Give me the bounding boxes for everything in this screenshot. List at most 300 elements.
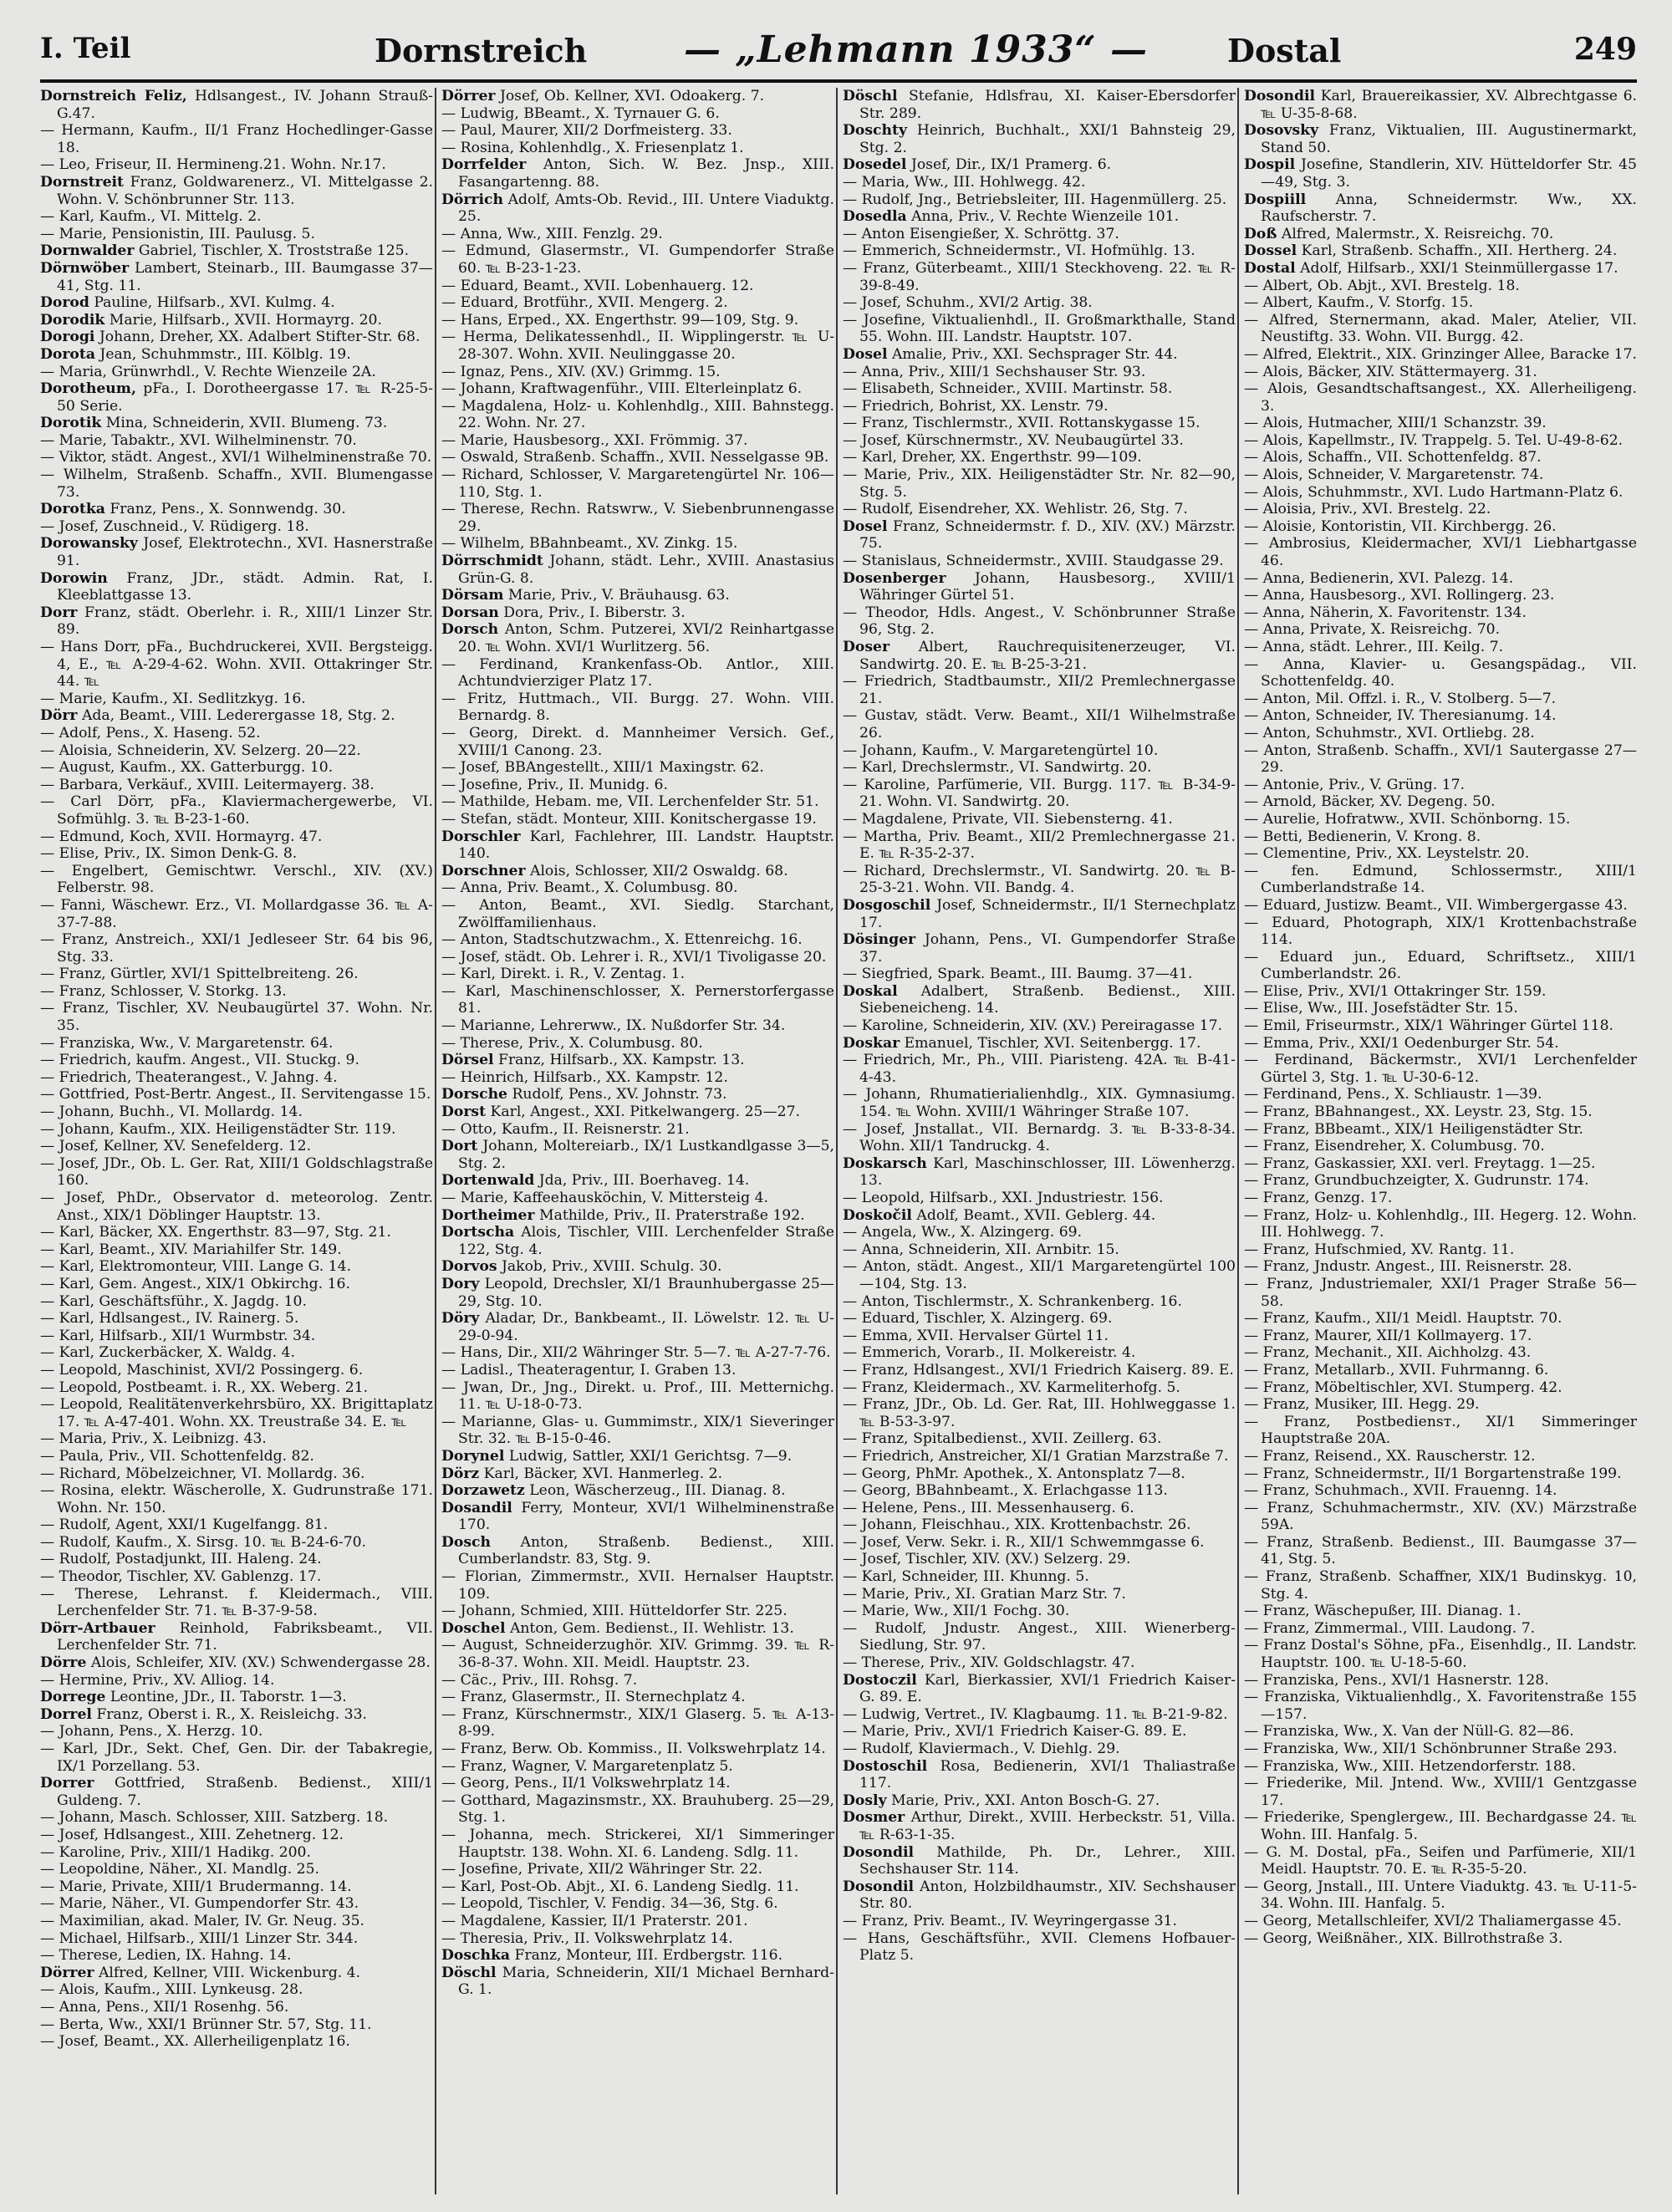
entry-details: — Antonie, Priv., V. Grüng. 17.	[1244, 776, 1466, 793]
directory-entry	[1244, 242, 1637, 260]
directory-entry	[843, 759, 1236, 777]
entry-details: — Jwan, Dr., Jng., Direkt. u. Prof., III. Metternichg. 11. ℡ U-18-0-73.	[441, 1379, 834, 1414]
directory-entry	[843, 449, 1236, 466]
directory-entry	[843, 518, 1236, 553]
entry-surname: Dörnwöber	[40, 259, 130, 277]
directory-entry	[441, 1930, 834, 1948]
entry-details: Gottfried, Straßenb. Bedienst., XIII/1 Guldeng. 7.	[57, 1775, 433, 1809]
directory-entry	[40, 1344, 433, 1362]
directory-entry	[441, 432, 834, 450]
entry-details: Anton, Holzbildhaumstr., XIV. Sechshauser Str. 80.	[859, 1878, 1236, 1913]
directory-entry	[441, 1344, 834, 1362]
directory-entry	[40, 759, 433, 777]
entry-details: Josef, Schneidermstr., II/1 Sternechplatz 17.	[859, 896, 1236, 931]
page-header	[40, 28, 1637, 82]
directory-entry	[441, 1706, 834, 1741]
entry-details: — Theresia, Priv., II. Volkswehrplatz 14.	[441, 1929, 733, 1947]
directory-entry	[441, 1603, 834, 1620]
directory-entry	[1244, 380, 1637, 415]
entry-details: Amalie, Priv., XXI. Sechsprager Str. 44.	[887, 345, 1178, 363]
directory-entry	[1244, 1155, 1637, 1173]
entry-details: Josef, Elektrotechn., XVI. Hasnerstraße 91.	[57, 535, 433, 570]
entry-details: — Aloisia, Priv., XVI. Brestelg. 22.	[1244, 501, 1491, 518]
directory-entry	[40, 1448, 433, 1465]
directory-entry	[843, 1706, 1236, 1724]
directory-entry	[40, 329, 433, 346]
entry-details: — Anton, Tischlermstr., X. Schrankenberg. 16.	[843, 1292, 1182, 1310]
directory-entry	[1244, 415, 1637, 432]
entry-details: — Franziska, Ww., V. Margaretenstr. 64.	[40, 1034, 334, 1052]
directory-entry	[843, 639, 1236, 673]
directory-entry	[441, 1258, 834, 1276]
directory-entry	[441, 535, 834, 553]
entry-details: — Elisabeth, Schneider., XVIII. Martinstr. 58.	[843, 380, 1173, 398]
directory-entry	[1244, 1448, 1637, 1465]
directory-entry	[40, 242, 433, 260]
entry-details: — Clementine, Priv., XX. Leystelstr. 20.	[1244, 845, 1530, 863]
entry-surname: Dornstreich Feliz,	[40, 88, 187, 104]
directory-entry	[40, 1706, 433, 1724]
entry-details: — Franz, Musiker, III. Hegg. 29.	[1244, 1396, 1480, 1414]
entry-details: — Maria, Priv., X. Leibnizg. 43.	[40, 1430, 267, 1448]
entry-details: — Anna, Schneiderin, XII. Arnbitr. 15.	[843, 1241, 1119, 1258]
entry-details: — Emmerich, Schneidermstr., VI. Hofmühlg. 13.	[843, 242, 1195, 260]
directory-entry	[1244, 691, 1637, 708]
directory-entry	[441, 278, 834, 295]
entry-details: — Rudolf, Jng., Betriebsleiter, III. Hagenmüllerg. 25.	[843, 191, 1227, 208]
directory-entry	[1244, 1482, 1637, 1500]
directory-entry	[843, 777, 1236, 811]
directory-entry	[40, 260, 433, 294]
entry-details: — Friederike, Spenglergew., III. Bechardgasse 24. ℡ Wohn. III. Hanfalg. 5.	[1244, 1809, 1637, 1843]
last-keyword: Dostal	[1227, 32, 1342, 69]
entry-details: — Franz, Metallarb., XVII. Fuhrmanng. 6.	[1244, 1361, 1549, 1379]
directory-entry	[1244, 604, 1637, 622]
entry-details: — Elise, Priv., XVI/1 Ottakringer Str. 159.	[1244, 982, 1547, 1000]
directory-entry	[441, 931, 834, 949]
directory-entry	[843, 1551, 1236, 1568]
entry-surname: Dortheimer	[441, 1206, 535, 1224]
directory-entry	[843, 1603, 1236, 1620]
entry-details: — Aurelie, Hofratww., XVII. Schönborng. 15.	[1244, 810, 1571, 828]
entry-surname: Dörrer	[40, 1964, 94, 1981]
entry-details: Franz, Monteur, III. Erdbergstr. 116.	[510, 1947, 783, 1965]
directory-entry	[1244, 1207, 1637, 1241]
entry-details: — Heinrich, Hilfsarb., XX. Kampstr. 12.	[441, 1068, 728, 1086]
entry-details: Johann, städt. Lehr., XVIII. Anastasius Grün-G. 8.	[458, 553, 834, 587]
entry-details: Karl, Fachlehrer, III. Landstr. Hauptstr. 140.	[458, 828, 834, 863]
entry-details: Franz, Oberst i. R., X. Reisleichg. 33.	[91, 1705, 367, 1723]
directory-entry	[40, 1516, 433, 1534]
directory-entry	[843, 570, 1236, 604]
entry-details: — Josef, Hdlsangest., XIII. Zehetnerg. 12.	[40, 1826, 344, 1843]
entry-details: — Josef, Verw. Sekr. i. R., XII/1 Schwemmgasse 6.	[843, 1533, 1205, 1551]
entry-details: Adolf, Beamt., XVII. Geblerg. 44.	[911, 1206, 1156, 1224]
entry-details: — Maximilian, akad. Maler, IV. Gr. Neug. 35.	[40, 1912, 364, 1929]
entry-details: — Franz, Kürschnermstr., XIX/1 Glaserg. 5. ℡ A-13-8-99.	[441, 1705, 834, 1741]
entry-details: — Franz, Hufschmied, XV. Rantg. 11.	[1244, 1241, 1515, 1258]
directory-entry	[441, 897, 834, 931]
entry-details: — Karoline, Priv., XIII/1 Hadikg. 200.	[40, 1843, 311, 1861]
entry-details: — Ferdinand, Pens., X. Schliaustr. 1—39.	[1244, 1086, 1542, 1103]
directory-entry	[843, 174, 1236, 191]
entry-details: — Helene, Pens., III. Messenhauserg. 6.	[843, 1499, 1134, 1516]
directory-entry	[441, 828, 834, 863]
directory-entry	[1244, 1809, 1637, 1843]
entry-surname: Dosmer	[843, 1809, 905, 1827]
entry-details: — Leopoldine, Näher., XI. Mandlg. 25.	[40, 1861, 319, 1878]
directory-entry	[1244, 1310, 1637, 1328]
entry-surname: Dorr	[40, 604, 78, 621]
directory-entry	[40, 931, 433, 966]
entry-details: — Franz, Reisend., XX. Rauscherstr. 12.	[1244, 1447, 1536, 1465]
entry-details: — Leopold, Hilfsarb., XXI. Jndustriestr. 156.	[843, 1190, 1164, 1206]
directory-entry	[40, 1654, 433, 1672]
directory-entry	[843, 208, 1236, 226]
entry-details: Johann, Pens., VI. Gumpendorfer Straße 37.	[859, 931, 1236, 966]
entry-surname: Dorschner	[441, 862, 526, 879]
directory-entry	[40, 966, 433, 983]
entry-details: Josefine, Standlerin, XIV. Hütteldorfer Str. 45—49, Stg. 3.	[1261, 156, 1637, 191]
entry-details: — Rudolf, Klaviermach., V. Diehlg. 29.	[843, 1741, 1120, 1757]
directory-entry	[843, 1930, 1236, 1965]
entry-surname: Dorsche	[441, 1086, 507, 1103]
entry-details: — Franz, Maurer, XII/1 Kollmayerg. 17.	[1244, 1327, 1532, 1344]
entry-details: — Eduard, Photograph, XIX/1 Krottenbachstraße 114.	[1244, 914, 1637, 949]
entry-details: — Otto, Kaufm., II. Reisnerstr. 21.	[441, 1120, 690, 1138]
directory-entry	[441, 466, 834, 501]
directory-entry	[1244, 484, 1637, 502]
entry-details: — Marie, Private, XIII/1 Brudermanng. 14.	[40, 1878, 352, 1895]
entry-details: Franz, Pens., X. Sonnwendg. 30.	[104, 501, 346, 518]
directory-entry	[40, 1620, 433, 1654]
entry-details: — Franz, Schlosser, V. Storkg. 13.	[40, 982, 287, 1000]
entry-details: — Eduard, Beamt., XVII. Lobenhauerg. 12.	[441, 277, 754, 294]
entry-surname: Dorogi	[40, 329, 95, 346]
entry-surname: Dörrer	[441, 88, 496, 104]
entry-details: — Franz, Schuhmach., XVII. Frauenng. 14.	[1244, 1482, 1557, 1500]
directory-entry	[1244, 1000, 1637, 1017]
directory-entry	[441, 793, 834, 811]
entry-details: — Elise, Priv., IX. Simon Denk-G. 8.	[40, 845, 298, 863]
entry-details: — Anna, städt. Lehrer., III. Keilg. 7.	[1244, 639, 1504, 655]
entry-details: — Anna, Hausbesorg., XVI. Rollingerg. 23.	[1244, 587, 1555, 604]
directory-entry	[843, 1516, 1236, 1534]
entry-details: Rosa, Bedienerin, XVI/1 Thaliastraße 117.	[859, 1757, 1236, 1792]
entry-details: — Friedrich, Bohrist, XX. Lenstr. 79.	[843, 397, 1109, 415]
entry-details: Arthur, Direkt., XVIII. Herbeckstr. 51, Villa. ℡ R-63-1-35.	[859, 1809, 1236, 1843]
column-1	[40, 88, 433, 2199]
directory-entry	[843, 1620, 1236, 1654]
directory-entry	[843, 1844, 1236, 1878]
directory-entry	[40, 1052, 433, 1069]
entry-details: — Franz, Priv. Beamt., IV. Weyringergasse 31.	[843, 1912, 1177, 1929]
directory-entry	[1244, 793, 1637, 811]
directory-entry	[1244, 587, 1637, 604]
entry-details: — Josef, Jnstallat., VII. Bernardg. 3. ℡ B-33-8-34. Wohn. XII/1 Tandruckg. 4.	[843, 1120, 1236, 1155]
entry-surname: Dosondil	[843, 1878, 915, 1895]
directory-entry	[40, 1155, 433, 1190]
entry-details: — Richard, Schlosser, V. Margaretengürtel Nr. 106—110, Stg. 1.	[441, 466, 834, 501]
entry-details: — Josef, städt. Ob. Lehrer i. R., XVI/1 Tivoligasse 20.	[441, 948, 827, 966]
directory-entry	[1244, 1190, 1637, 1207]
directory-entry	[1244, 312, 1637, 346]
entry-details: — Franz, Berw. Ob. Kommiss., II. Volkswehrplatz 14.	[441, 1741, 826, 1757]
directory-entry	[40, 1362, 433, 1379]
directory-entry	[40, 88, 433, 122]
entry-details: — Siegfried, Spark. Beamt., III. Baumg. 37—41.	[843, 966, 1193, 983]
entry-details: — Magdalene, Private, VII. Siebensterng. 41.	[843, 810, 1173, 828]
directory-entry	[843, 1344, 1236, 1362]
entry-details: Mathilde, Priv., II. Praterstraße 192.	[534, 1206, 805, 1224]
entry-details: Albert, Rauchrequisitenerzeuger, VI. Sandwirtg. 20. E. ℡ B-25-3-21.	[859, 639, 1236, 673]
entry-surname: Dort	[441, 1138, 478, 1155]
column-divider	[836, 88, 838, 2194]
directory-entry	[1244, 863, 1637, 897]
entry-details: — Gustav, städt. Verw. Beamt., XII/1 Wilhelmstraße 26.	[843, 707, 1236, 742]
entry-details: — Friedrich, kaufm. Angest., VII. Stuckg. 9.	[40, 1052, 359, 1069]
entry-surname: Dörsam	[441, 587, 504, 604]
directory-entry	[843, 312, 1236, 346]
directory-entry	[441, 1947, 834, 1965]
directory-entry	[1244, 364, 1637, 381]
entry-surname: Dorowin	[40, 569, 108, 587]
entry-surname: Dorotka	[40, 501, 105, 518]
entry-details: — Rudolf, Agent, XXI/1 Kugelfangg. 81.	[40, 1516, 329, 1534]
entry-details: — Josef, Schuhm., XVI/2 Artig. 38.	[843, 294, 1093, 312]
directory-entry	[441, 1465, 834, 1483]
entry-details: — Johann, Schmied, XIII. Hütteldorfer Str. 225.	[441, 1603, 788, 1620]
directory-entry	[1244, 449, 1637, 466]
entry-surname: Doschka	[441, 1947, 511, 1965]
directory-entry	[40, 793, 433, 828]
directory-entry	[1244, 1086, 1637, 1103]
directory-entry	[40, 1086, 433, 1103]
entry-details: — Therese, Rechn. Ratswrw., V. Siebenbrunnengasse 29.	[441, 501, 834, 535]
entry-details: — Gottfried, Post-Bertr. Angest., II. Servitengasse 15.	[40, 1086, 431, 1103]
directory-entry	[1244, 278, 1637, 295]
entry-surname: Dorowansky	[40, 535, 138, 553]
entry-details: — Fritz, Huttmach., VII. Burgg. 27. Wohn. VIII. Bernardg. 8.	[441, 690, 834, 725]
entry-details: Alois, Schleifer, XIV. (XV.) Schwendergasse 28.	[86, 1654, 431, 1672]
directory-entry	[441, 226, 834, 243]
directory-entry	[1244, 1362, 1637, 1379]
directory-entry	[441, 1637, 834, 1671]
entry-details: — Paul, Maurer, XII/2 Dorfmeisterg. 33.	[441, 122, 732, 140]
entry-surname: Dorrer	[40, 1775, 94, 1792]
entry-details: — Johann, Rhumatierialienhdlg., XIX. Gymnasiumg. 154. ℡ Wohn. XVIII/1 Währinger Straße 107.	[843, 1086, 1236, 1121]
entry-details: — Carl Dörr, pFa., Klaviermachergewerbe, VI. Sofmühlg. 3. ℡ B-23-1-60.	[40, 793, 433, 828]
entry-surname: Dörr	[40, 707, 78, 725]
directory-entry	[40, 466, 433, 501]
entry-details: — Friedrich, Anstreicher, XI/1 Gratian Marzstraße 7.	[843, 1447, 1229, 1465]
directory-entry	[40, 415, 433, 432]
directory-entry	[40, 1430, 433, 1448]
directory-entry	[441, 1913, 834, 1930]
page-number: 249	[1573, 32, 1637, 67]
entry-details: — Barbara, Verkäuf., XVIII. Leitermayerg. 38.	[40, 776, 375, 793]
entry-details: — Georg, Jnstall., III. Untere Viaduktg. 43. ℡ U-11-5-34. Wohn. III. Hanfalg. 5.	[1244, 1878, 1637, 1913]
entry-surname: Dorzawetz	[441, 1482, 525, 1500]
entry-details: Emanuel, Tischler, XVI. Seitenbergg. 17.	[900, 1034, 1201, 1052]
entry-details: — Alois, Hutmacher, XIII/1 Schanzstr. 39.	[1244, 415, 1547, 432]
entry-details: — Josef, Beamt., XX. Allerheiligenplatz 16.	[40, 2033, 350, 2051]
entry-details: — Alfred, Elektrit., XIX. Grinzinger Allee, Baracke 17.	[1244, 345, 1637, 363]
entry-details: — Karl, Hilfsarb., XII/1 Wurmbstr. 34.	[40, 1327, 316, 1344]
entry-details: — Georg, Pens., II/1 Volkswehrplatz 14.	[441, 1775, 731, 1792]
directory-entry	[843, 1568, 1236, 1586]
entry-details: — Ambrosius, Kleidermacher, XVI/1 Liebhartgasse 46.	[1244, 535, 1637, 570]
entry-details: — Georg, PhMr. Apothek., X. Antonsplatz 7—8.	[843, 1465, 1185, 1482]
directory-entry	[441, 294, 834, 312]
directory-entry	[40, 1775, 433, 1809]
directory-entry	[40, 208, 433, 226]
entry-details: Ludwig, Sattler, XXI/1 Gerichtsg. 7—9.	[504, 1447, 793, 1465]
directory-entry	[843, 1224, 1236, 1241]
part-label: I. Teil	[40, 32, 131, 65]
entry-details: Karl, Straßenb. Schaffn., XII. Hertherg. 24.	[1297, 242, 1618, 260]
directory-entry	[1244, 656, 1637, 691]
directory-entry	[1244, 1465, 1637, 1483]
entry-details: Anton, Straßenb. Bedienst., XIII. Cumberlandstr. 83, Stg. 9.	[458, 1533, 834, 1568]
entry-details: — Josefine, Priv., II. Munidg. 6.	[441, 776, 668, 793]
entry-details: — fen. Edmund, Schlossermstr., XIII/1 Cumberlandstraße 14.	[1244, 862, 1637, 897]
directory-entry	[441, 122, 834, 140]
directory-entry	[40, 1000, 433, 1034]
directory-entry	[40, 639, 433, 691]
directory-entry	[40, 1482, 433, 1516]
directory-entry	[40, 1138, 433, 1155]
entry-details: Adolf, Hilfsarb., XXI/1 Steinmüllergasse 17.	[1295, 259, 1618, 277]
directory-entry	[1244, 1637, 1637, 1671]
directory-entry	[441, 1069, 834, 1087]
entry-details: — Eduard jun., Eduard, Schriftsetz., XIII/1 Cumberlandstr. 26.	[1244, 948, 1637, 983]
directory-entry	[1244, 811, 1637, 828]
entry-details: — Hermine, Priv., XV. Alliog. 14.	[40, 1671, 275, 1689]
entry-details: — Edmund, Glasermstr., VI. Gumpendorfer Straße 60. ℡ B-23-1-23.	[441, 242, 834, 277]
entry-details: Karl, Brauereikassier, XV. Albrechtgasse 6. ℡ U-35-8-68.	[1261, 88, 1637, 122]
directory-entry	[40, 535, 433, 569]
directory-entry	[1244, 226, 1637, 243]
entry-details: — Marie, Priv., XVI/1 Friedrich Kaiser-G. 89. E.	[843, 1723, 1187, 1741]
entry-details: — Karl, Schneider, III. Khunng. 5.	[843, 1568, 1089, 1586]
entry-surname: Dosel	[843, 517, 888, 535]
entry-details: — Hans, Geschäftsführ., XVII. Clemens Hofbauer-Platz 5.	[843, 1929, 1236, 1965]
entry-details: — Therese, Lehranst. f. Kleidermach., VIII. Lerchenfelder Str. 71. ℡ B-37-9-58.	[40, 1585, 433, 1620]
first-keyword: Dornstreich	[375, 32, 588, 69]
directory-entry	[40, 156, 433, 174]
entry-details: — Franz, Tischler, XV. Neubaugürtel 37. Wohn. Nr. 35.	[40, 1000, 433, 1035]
directory-entry	[843, 1878, 1236, 1913]
entry-details: — Friederike, Mil. Jntend. Ww., XVIII/1 Gentzgasse 17.	[1244, 1775, 1637, 1809]
entry-surname: Doskarsch	[843, 1154, 927, 1172]
directory-entry	[1244, 346, 1637, 364]
entry-details: Mina, Schneiderin, XVII. Blumeng. 73.	[101, 415, 388, 432]
entry-details: Josef, Dir., IX/1 Pramerg. 6.	[906, 156, 1112, 174]
directory-entry	[843, 1482, 1236, 1500]
entry-details: — Franziska, Pens., XVI/1 Hasnerstr. 128.	[1244, 1671, 1549, 1689]
directory-entry	[843, 1017, 1236, 1035]
directory-entry	[40, 725, 433, 742]
directory-entry	[441, 1448, 834, 1465]
entry-details: — Hermann, Kaufm., II/1 Franz Hochedlinger-Gasse 18.	[40, 122, 433, 156]
directory-entry	[441, 398, 834, 432]
directory-entry	[843, 1035, 1236, 1052]
directory-entry	[843, 1448, 1236, 1465]
directory-entry	[441, 1861, 834, 1878]
directory-entry	[843, 707, 1236, 742]
entry-surname: Dospiill	[1244, 191, 1307, 208]
entry-details: — Franz, Wäschepußer, III. Dianag. 1.	[1244, 1603, 1522, 1620]
entry-details: — Josef, Zuschneid., V. Rüdigerg. 18.	[40, 517, 309, 535]
entry-details: — Maria, Ww., III. Hohlwegg. 42.	[843, 173, 1086, 191]
directory-entry	[40, 174, 433, 208]
directory-entry	[441, 191, 834, 226]
directory-entry	[40, 742, 433, 760]
entry-details: — Rudolf, Kaufm., X. Sirsg. 10. ℡ B-24-6-70.	[40, 1533, 367, 1551]
directory-entry	[40, 828, 433, 846]
directory-entry	[441, 1172, 834, 1190]
entry-details: — Eduard, Justizw. Beamt., VII. Wimbergergasse 43.	[1244, 896, 1628, 914]
entry-details: Karl, Maschinschlosser, III. Löwenherzg. 13.	[859, 1154, 1236, 1190]
directory-entry	[1244, 535, 1637, 569]
entry-details: — Marie, Priv., XIX. Heiligenstädter Str. Nr. 82—90, Stg. 5.	[843, 466, 1236, 501]
entry-details: Johann, Dreher, XX. Adalbert Stifter-Str. 68.	[94, 329, 421, 346]
entry-surname: Dosgoschil	[843, 896, 931, 914]
entry-details: — Karl, Geschäftsführ., X. Jagdg. 10.	[40, 1292, 307, 1310]
entry-details: — Anton, Schuhmstr., XVI. Ortliebg. 28.	[1244, 724, 1535, 742]
directory-entry	[441, 811, 834, 828]
directory-entry	[40, 294, 433, 312]
entry-details: Lambert, Steinarb., III. Baumgasse 37—41, Stg. 11.	[57, 259, 433, 294]
directory-entry	[1244, 1276, 1637, 1310]
directory-entry	[843, 122, 1236, 156]
entry-details: — Theodor, Hdls. Angest., V. Schönbrunner Straße 96, Stg. 2.	[843, 604, 1236, 639]
directory-entry	[1244, 949, 1637, 983]
entry-surname: Dosandil	[441, 1499, 512, 1516]
entry-surname: Dörrich	[441, 191, 503, 208]
entry-details: — Oswald, Straßenb. Schaffn., XVII. Nesselgasse 9B.	[441, 449, 829, 466]
directory-entry	[40, 432, 433, 450]
entry-details: Dora, Priv., I. Biberstr. 3.	[498, 604, 686, 621]
directory-entry	[843, 1241, 1236, 1259]
directory-entry	[1244, 1052, 1637, 1086]
entry-details: Marie, Priv., V. Bräuhausg. 63.	[503, 587, 730, 604]
column-2	[441, 88, 834, 2199]
entry-details: — Leopold, Realitätenverkehrsbüro, XX. Brigittaplatz 17. ℡ A-47-401. Wohn. XX. Treustraße 34. E. ℡	[40, 1396, 433, 1430]
directory-entry	[40, 122, 433, 156]
entry-details: — Alois, Gesandtschaftsangest., XX. Allerheiligeng. 3.	[1244, 380, 1637, 415]
directory-entry	[1244, 294, 1637, 312]
entry-details: — Anton Eisengießer, X. Schröttg. 37.	[843, 225, 1119, 242]
entry-surname: Doschty	[843, 122, 907, 140]
column-divider	[1237, 88, 1239, 2194]
entry-details: — Johann, Kaufm., V. Margaretengürtel 10.	[843, 742, 1159, 759]
directory-entry	[843, 1792, 1236, 1810]
entry-surname: Doß	[1244, 225, 1277, 242]
entry-surname: Dosly	[843, 1792, 887, 1809]
entry-surname: Dosedla	[843, 208, 907, 226]
entry-details: — Eduard, Tischler, X. Alzingerg. 69.	[843, 1310, 1113, 1328]
directory-entry	[1244, 828, 1637, 846]
entry-details: — G. M. Dostal, pFa., Seifen und Parfümerie, XII/1 Meidl. Hauptstr. 70. E. ℡ R-35-5-20.	[1244, 1843, 1637, 1878]
entry-surname: Dorschler	[441, 828, 521, 845]
entry-details: — Alois, Schaffn., VII. Schottenfeldg. 87.	[1244, 449, 1542, 466]
directory-entry	[441, 1414, 834, 1448]
entry-details: — Marie, Ww., XII/1 Fochg. 30.	[843, 1603, 1070, 1620]
entry-details: — Richard, Möbelzeichner, VI. Mollardg. 36.	[40, 1465, 365, 1482]
entry-details: Alfred, Kellner, VIII. Wickenburg. 4.	[94, 1964, 361, 1981]
